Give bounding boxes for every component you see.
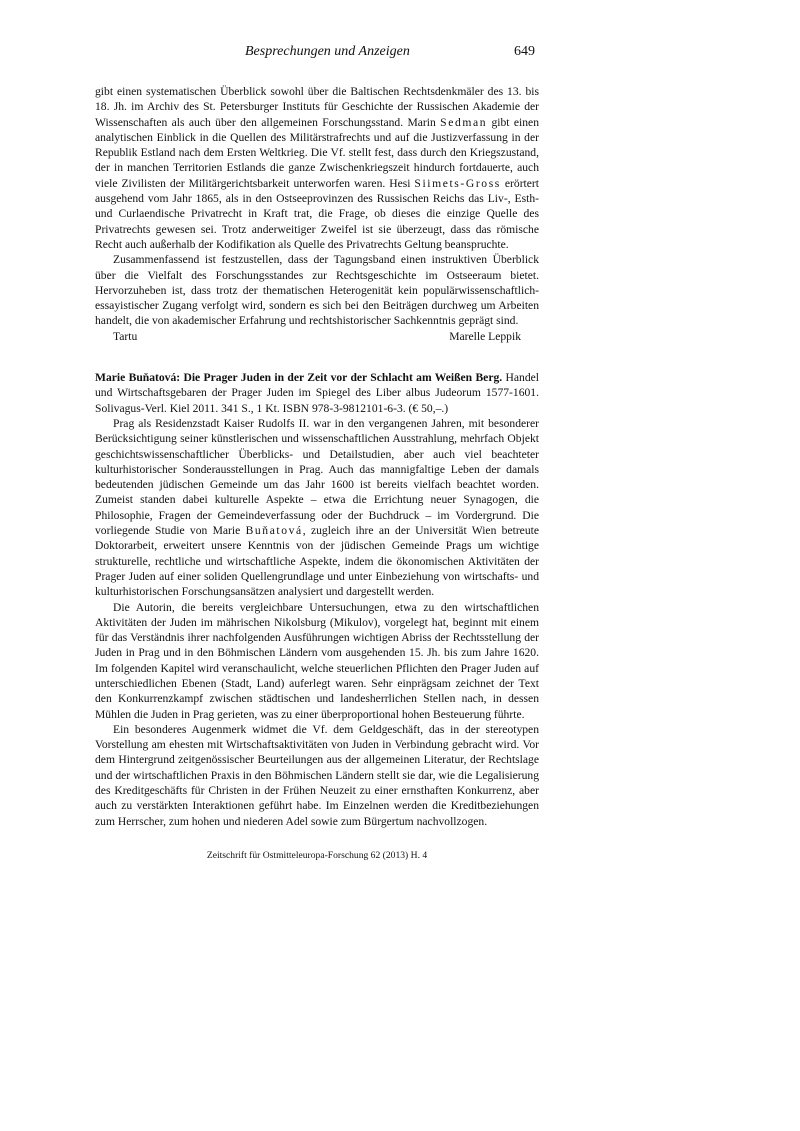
text-run: gibt einen analytischen Einblick in die Quellen des Militärstrafrechts und auf die Justizverfassung in der Republik Estland nach dem Ersten Weltkrieg. Die Vf. stellt fest, dass durch den Kriegszustand, der in manchen Territorien Estlands die ganze Zwischenkriegszeit hindurch fortdauerte, auch viele Zivilisten der Militärgerichtsbarkeit unterworfen waren. Hesi <box>95 115 539 190</box>
reviewer-name: Marelle Leppik <box>449 329 521 343</box>
review1-paragraph-2: Zusammenfassend ist festzustellen, dass der Tagungsband einen instruktiven Überblick über die Vielfalt des Forschungsstandes zur Rechtsgeschichte im Ostseeraum bietet. Hervorzuheben ist, dass trotz der thematischen Heterogenität kein populärwissenschaftlich-essayistischer Zugang verfolgt wird, sondern es sich bei den Beiträgen durchweg um Arbeiten handelt, die von akademischer Erfahrung und rechtshistorischer Sachkenntnis geprägt sind. <box>95 253 539 328</box>
page-number: 649 <box>514 44 535 59</box>
book-title: Marie Buňatová: Die Prager Juden in der Zeit vor der Schlacht am Weißen Berg. <box>95 371 503 385</box>
journal-footer: Zeitschrift für Ostmitteleuropa-Forschung 62 (2013) H. 4 <box>206 850 428 861</box>
review2-bibliographic-heading <box>95 370 539 416</box>
review2-paragraph-2: Die Autorin, die bereits vergleichbare Untersuchungen, etwa zu den wirtschaftlichen Aktivitäten der Juden im mährischen Nikolsburg (Mikulov), vorgelegt hat, beginnt mit einem für das Verständnis ihrer nachfolgenden Ausführungen wichtigen Abriss der Rechtsstellung der Juden in Prag und in den Böhmischen Ländern vom ausgehenden 15. Jh. bis zum Jahre 1620. Im folgenden Kapitel wird veranschaulicht, welche steuerlichen Pflichten den Prager Juden auf unterschiedlichen Ebenen (Stadt, Land) auferlegt waren. Sehr einprägsam zeichnet der Text den Konkurrenzkampf zwischen städtischen und landesherrlichen Stellen nach, in dessen Mühlen die Juden in Prag gerieten, was zu einer überproportional hohen Besteuerung führte. <box>95 600 539 721</box>
review2-paragraph-1 <box>95 416 539 600</box>
text-run: , zugleich ihre an der Universität Wien betreute Doktorarbeit, erweitert unsere Kenntnis von der jüdischen Gemeinde Prags um wichtige strukturelle, rechtliche und wirtschaftliche Aspekte, indem die ökonomischen Aktivitäten der Prager Juden auf einer soliden Quellengrundlage und unter Einbeziehung von wirtschafts- und kulturhistorischen Forschungsansätzen analysiert und dargestellt werden. <box>95 524 539 599</box>
running-header <box>205 44 535 64</box>
body-text <box>95 84 539 829</box>
text-run: gibt einen systematischen Überblick sowohl über die Baltischen Rechtsdenkmäler des 13. bis 18. Jh. im Archiv des St. Petersburger Instituts für Geschichte der Russischen Akademie der Wissenschaften als auch über den allgemeinen Forschungsstand. Marin <box>95 85 539 129</box>
text-run: erörtert ausgehend vom Jahr 1865, als in den Ostseeprovinzen des Russischen Reichs das Liv-, Esth- und Curlaendische Privatrecht in Kraft trat, die Frage, ob dieses die einzige Quelle des Privatrechts gewesen sei. Trotz anderweitiger Zweifel ist sie überzeugt, dass das römische Recht auch außerhalb der Kodifikation als Quelle des Privatrechts Geltung beanspruchte. <box>95 176 539 251</box>
review-place: Tartu <box>113 329 138 343</box>
review2-paragraph-3: Ein besonderes Augenmerk widmet die Vf. dem Geldgeschäft, das in der stereotypen Vorstellung am ehesten mit Wirtschaftsaktivitäten von Juden in Verbindung gebracht wird. Vor dem Hintergrund zeitgenössischer Beurteilungen aus der allgemeinen Literatur, der Rechtslage und der wirtschaftlichen Praxis in den Böhmischen Ländern stellt sie dar, wie die Legalisierung des Kreditgeschäfts für Christen in der Frühen Neuzeit zu einer ernsthaften Konkurrenz, aber auch zu verstärkten Interaktionen geführt habe. Im Einzelnen werden die Kreditbeziehungen zum Herrscher, zum hohen und niederen Adel sowie zum Bürgertum nachvollzogen. <box>95 722 539 828</box>
book-details: Handel und Wirtschaftsgebaren der Prager Juden im Spiegel des Liber albus Judeorum 1577-1601. Solivagus-Verl. Kiel 2011. 341 S., 1 Kt. ISBN 978-3-9812101-6-3. (€ 50,–.) <box>95 371 539 415</box>
text-run: Prag als Residenzstadt Kaiser Rudolfs II. war in den vergangenen Jahren, mit besonderer Berücksichtigung seiner künstlerischen und wissenschaftlichen Ausstrahlung, mehrfach Objekt geschichtswissenschaftlicher Überblicks- und Detailstudien, aber auch viel beachteter kulturhistorischer Sonderausstellungen in Prag. Auch das mannigfaltige Leben der damals bedeutenden jüdischen Gemeinde um das Jahr 1600 ist bereits vielfach beachtet worden. Zumeist standen dabei kulturelle Aspekte – etwa die Errichtung neuer Synagogen, die Philosophie, Fragen der Gemeindeverfassung oder der Buchdruck – im Vordergrund. Die vorliegende Studie von Marie <box>95 416 539 538</box>
author-name: Sedman <box>440 115 488 129</box>
author-name: Siimets-Gross <box>414 176 501 190</box>
author-name: Buňatová <box>245 524 303 538</box>
review1-paragraph-1 <box>95 84 539 252</box>
review1-signature <box>95 329 539 344</box>
running-title: Besprechungen und Anzeigen <box>245 44 410 59</box>
